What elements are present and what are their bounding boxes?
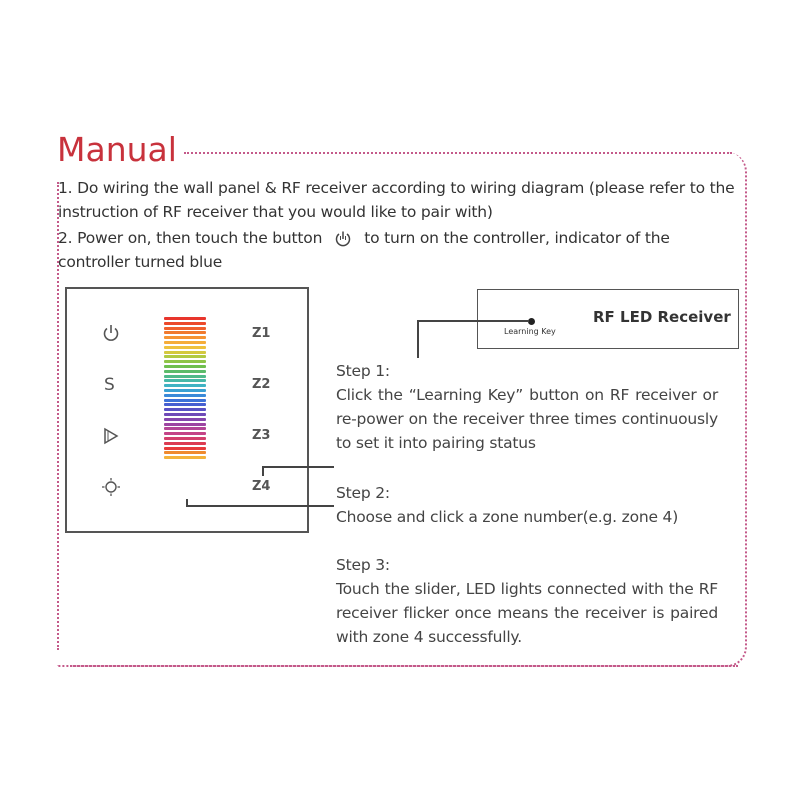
step-3-heading: Step 3: xyxy=(336,556,390,574)
slider-bar xyxy=(164,447,206,450)
slider-bar xyxy=(164,355,206,358)
manual-title: Manual xyxy=(57,130,177,169)
slider-bar xyxy=(164,403,206,406)
slider-bar xyxy=(164,351,206,354)
slider-bar xyxy=(164,456,206,459)
slider-bar xyxy=(164,437,206,440)
intro-step-2-part-b: to turn on the controller, indicator of the controller turned blue xyxy=(58,229,670,271)
zone-4-button[interactable]: Z4 xyxy=(252,479,271,494)
slider-bar xyxy=(164,384,206,387)
slider-bar xyxy=(164,331,206,334)
learning-key-label: Learning Key xyxy=(504,327,556,336)
slider-bar xyxy=(164,317,206,320)
leader-line-step1-h xyxy=(417,320,529,322)
frame-border-bottom xyxy=(70,665,738,667)
step-2-text: Choose and click a zone number(e.g. zone 4) xyxy=(336,508,679,526)
intro-step-2-part-a: 2. Power on, then touch the button xyxy=(58,229,323,247)
slider-bar xyxy=(164,413,206,416)
zone-2-button[interactable]: Z2 xyxy=(252,377,271,392)
slider-bar xyxy=(164,418,206,421)
learning-key-button[interactable] xyxy=(528,318,535,325)
slider-bar xyxy=(164,432,206,435)
rf-receiver-title: RF LED Receiver xyxy=(593,308,731,326)
slider-bar xyxy=(164,322,206,325)
slider-bar xyxy=(164,442,206,445)
step-1-text: Click the “Learning Key” button on RF receiver or re-power on the receiver three times continuously to set it into pairing status xyxy=(336,386,718,452)
color-slider[interactable] xyxy=(164,317,206,461)
wall-panel xyxy=(65,287,309,533)
slider-bar xyxy=(164,408,206,411)
slider-bar xyxy=(164,389,206,392)
power-icon[interactable] xyxy=(102,324,120,342)
slider-bar xyxy=(164,336,206,339)
step-1 xyxy=(336,359,718,455)
intro-step-2 xyxy=(58,226,742,274)
slider-bar xyxy=(164,375,206,378)
slider-bar xyxy=(164,379,206,382)
leader-line-step1-v xyxy=(417,320,419,358)
leader-line-step2-h xyxy=(262,466,334,468)
play-icon[interactable] xyxy=(103,427,119,445)
leader-line-step3-v xyxy=(186,499,188,506)
slider-bar xyxy=(164,451,206,454)
step-3 xyxy=(336,553,718,649)
step-2-heading: Step 2: xyxy=(336,484,390,502)
slider-bar xyxy=(164,394,206,397)
zone-3-button[interactable]: Z3 xyxy=(252,428,271,443)
slider-bar xyxy=(164,399,206,402)
scene-label[interactable]: S xyxy=(104,375,115,395)
power-button-icon xyxy=(332,230,354,248)
slider-bar xyxy=(164,327,206,330)
leader-line-step3-h xyxy=(186,505,334,507)
slider-bar xyxy=(164,360,206,363)
intro-step-1: 1. Do wiring the wall panel & RF receiver according to wiring diagram (please refer to the instruction of RF receiver that you would like to pair with) xyxy=(58,179,735,221)
leader-line-step2-v xyxy=(262,466,264,476)
slider-bar xyxy=(164,341,206,344)
slider-bar xyxy=(164,365,206,368)
slider-bar xyxy=(164,346,206,349)
zone-1-button[interactable]: Z1 xyxy=(252,326,271,341)
brightness-icon[interactable] xyxy=(101,477,121,497)
step-1-heading: Step 1: xyxy=(336,362,390,380)
rf-receiver-box xyxy=(477,289,739,349)
slider-bar xyxy=(164,427,206,430)
slider-bar xyxy=(164,423,206,426)
step-3-text: Touch the slider, LED lights connected with the RF receiver flicker once means the receiver is paired with zone 4 successfully. xyxy=(336,580,718,646)
slider-bar xyxy=(164,370,206,373)
step-2 xyxy=(336,481,718,529)
